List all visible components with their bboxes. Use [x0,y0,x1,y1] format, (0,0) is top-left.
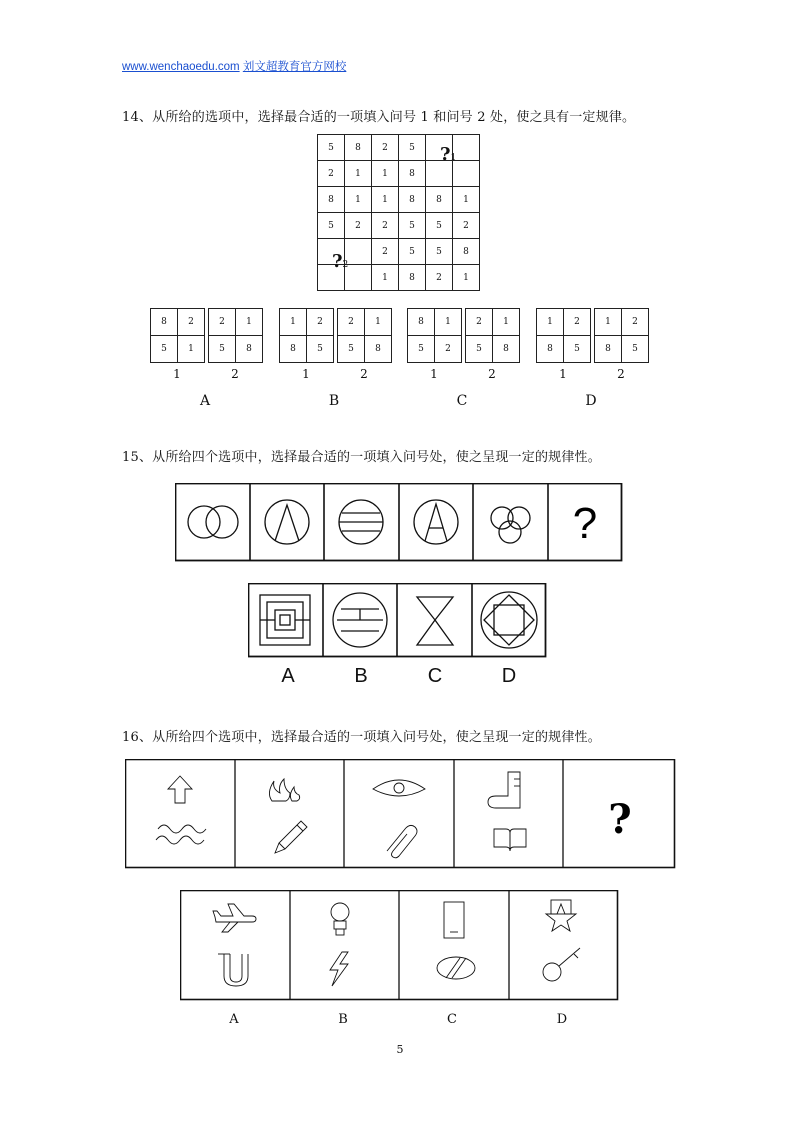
q14-option-b-panel-1[interactable] [279,308,334,363]
q15-sequence [175,483,625,563]
grid-cell: 8 [399,187,426,213]
circle-with-split-bars-icon[interactable] [333,593,387,647]
q14-option-b[interactable]: B [328,393,340,409]
grid-cell: 8 [426,187,453,213]
q15-option-c[interactable]: C [427,665,443,687]
page-number: 5 [396,1043,404,1056]
option-cell: 2 [178,309,205,336]
grid-cell: 2 [318,161,345,187]
grid-cell: 5 [399,239,426,265]
q15-option-a[interactable]: A [281,665,295,687]
phone-icon[interactable] [444,902,464,938]
two-overlapping-circles-icon [188,506,238,538]
option-cell: 1 [435,309,462,336]
boot-icon [488,772,520,808]
circle-with-bars-icon [339,500,383,544]
school-name[interactable]: 刘文超教育官方网校 [242,61,347,73]
q14-option-b-panel-2[interactable] [337,308,392,363]
u-shape-icon[interactable] [218,954,248,986]
q15-question-mark: ? [572,499,598,548]
grid-cell: 2 [372,239,399,265]
option-cell: 1 [236,309,263,336]
q14-sub-label: 1 [430,367,438,381]
option-cell: 1 [178,336,205,363]
grid-cell [453,135,480,161]
three-overlapping-circles-icon [491,507,530,543]
grid-cell: 5 [399,213,426,239]
header-link[interactable] [122,58,346,74]
option-cell: 8 [493,336,520,363]
circle-square-diamond-icon[interactable] [481,592,537,648]
site-url[interactable]: www.wenchaoedu.com [122,61,240,73]
q14-main-grid [317,134,480,291]
pencil-icon [275,821,307,853]
q14-option-a-panel-1[interactable] [150,308,205,363]
option-cell: 1 [365,309,392,336]
grid-cell: 5 [318,135,345,161]
q14-option-a[interactable]: A [199,393,211,409]
option-cell: 1 [595,309,622,336]
grid-cell: 2 [372,135,399,161]
nested-squares-icon[interactable] [260,595,310,645]
q14-option-d[interactable]: D [585,393,597,409]
option-cell: 2 [622,309,649,336]
q14-sub-label: 2 [617,367,625,381]
question-mark-1: ?1 [440,144,457,165]
q15-option-b[interactable]: B [354,665,368,687]
q15-option-d[interactable]: D [501,665,517,687]
option-cell: 1 [537,309,564,336]
paperclip-icon [387,825,417,857]
grid-cell: 1 [453,187,480,213]
q16-sequence [125,759,677,871]
option-cell: 8 [408,309,435,336]
grid-cell: 1 [372,187,399,213]
wave-icon [156,825,206,844]
grid-cell: 8 [318,187,345,213]
option-cell: 2 [435,336,462,363]
q16-option-d[interactable]: D [556,1012,568,1027]
grid-cell: 8 [453,239,480,265]
option-cell: 5 [209,336,236,363]
circle-with-letter-a-icon [414,500,458,544]
question-16-text: 16、从所给四个选项中，选择最合适的一项填入问号处，使之呈现一定的规律性。 [122,730,601,745]
question-mark-2: ?2 [332,251,349,272]
lightning-icon[interactable] [330,952,348,986]
q16-question-mark: ? [608,796,632,843]
star-in-square-icon[interactable] [546,900,576,931]
circle-with-caret-icon [265,500,309,544]
q14-sub-label: 2 [488,367,496,381]
option-cell: 5 [622,336,649,363]
lightbulb-icon[interactable] [331,903,349,935]
option-cell: 8 [595,336,622,363]
option-cell: 8 [151,309,178,336]
option-cell: 2 [466,309,493,336]
option-cell: 5 [564,336,591,363]
grid-cell: 2 [345,213,372,239]
grid-cell: 2 [372,213,399,239]
q14-option-c-panel-1[interactable] [407,308,462,363]
option-cell: 5 [151,336,178,363]
option-cell: 2 [209,309,236,336]
q14-option-a-panel-2[interactable] [208,308,263,363]
book-icon [494,829,526,851]
q14-sub-label: 1 [559,367,567,381]
option-cell: 2 [307,309,334,336]
q16-option-a[interactable]: A [229,1012,239,1027]
grid-cell: 2 [426,265,453,291]
option-cell: 8 [280,336,307,363]
option-cell: 5 [307,336,334,363]
q14-sub-label: 1 [173,367,181,381]
grid-row [318,213,480,239]
option-cell: 5 [338,336,365,363]
option-cell: 8 [365,336,392,363]
grid-cell: 1 [345,187,372,213]
q14-option-c[interactable]: C [456,393,468,409]
q14-sub-label: 2 [360,367,368,381]
question-15-text: 15、从所给四个选项中，选择最合适的一项填入问号处，使之呈现一定的规律性。 [122,450,601,465]
grid-cell [453,161,480,187]
grid-cell: 2 [453,213,480,239]
eye-icon [373,780,425,796]
option-cell: 5 [408,336,435,363]
grid-cell [345,239,372,265]
option-cell: 5 [466,336,493,363]
option-cell: 2 [564,309,591,336]
q14-option-d-panel-2[interactable] [594,308,649,363]
option-cell: 1 [280,309,307,336]
grid-cell: 5 [426,239,453,265]
grid-cell: 8 [399,265,426,291]
question-14-text: 14、从所给的选项中，选择最合适的一项填入问号 1 和问号 2 处，使之具有一定规律。 [122,110,636,125]
q14-sub-label: 1 [302,367,310,381]
grid-cell: 1 [345,161,372,187]
q14-option-d-panel-1[interactable] [536,308,591,363]
airplane-icon[interactable] [213,904,256,932]
grid-cell: 1 [372,161,399,187]
up-arrow-icon [168,776,192,803]
q15-options-panel [248,583,548,659]
q16-options-panel [180,890,620,1002]
fire-icon [269,779,299,801]
hourglass-icon[interactable] [417,597,453,645]
q16-option-b[interactable]: B [338,1012,348,1027]
grid-cell: 5 [318,213,345,239]
grid-row [318,187,480,213]
grid-cell: 1 [453,265,480,291]
grid-cell: 8 [399,161,426,187]
option-cell: 1 [493,309,520,336]
grid-cell [345,265,372,291]
grid-cell: 5 [426,213,453,239]
option-cell: 2 [338,309,365,336]
q14-sub-label: 2 [231,367,239,381]
grid-cell: 5 [399,135,426,161]
key-icon[interactable] [543,948,580,981]
option-cell: 8 [537,336,564,363]
q16-option-c[interactable]: C [447,1012,457,1027]
grid-cell: 1 [372,265,399,291]
q14-option-c-panel-2[interactable] [465,308,520,363]
grid-cell: 8 [345,135,372,161]
slashed-ellipse-icon[interactable] [437,957,475,979]
option-cell: 8 [236,336,263,363]
